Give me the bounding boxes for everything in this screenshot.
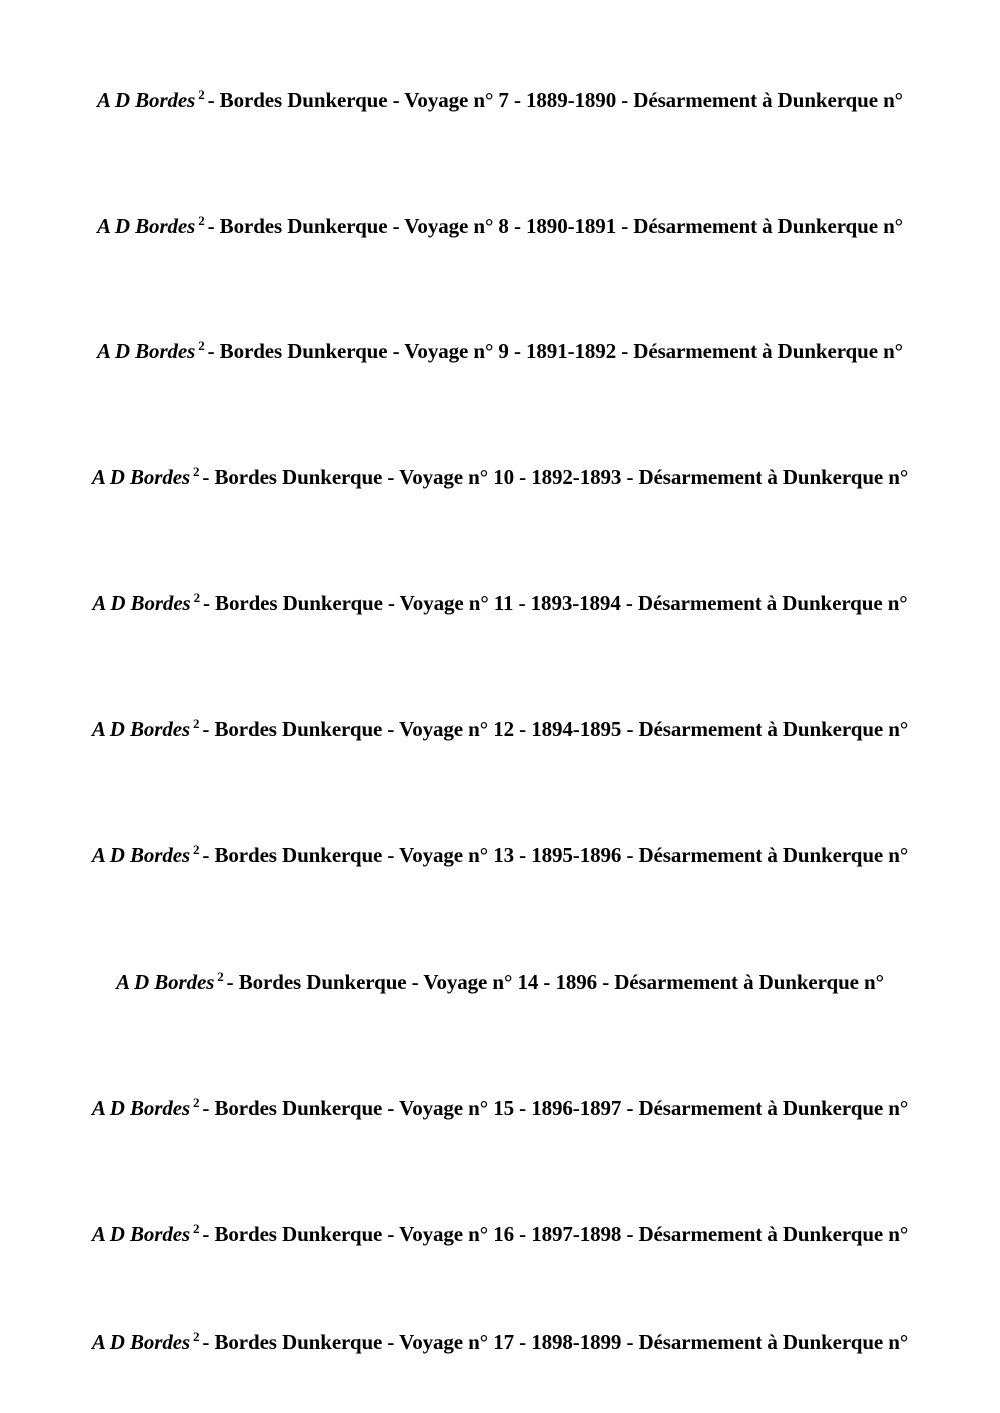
ship-name: A D Bordes xyxy=(91,1330,191,1354)
entry-text: - Bordes Dunkerque - Voyage n° 8 - 1890-1891 - Désarmement à Dunkerque n° xyxy=(207,214,903,238)
entry-text: - Bordes Dunkerque - Voyage n° 10 - 1892-1893 - Désarmement à Dunkerque n° xyxy=(202,465,909,489)
entry-line xyxy=(0,1221,1000,1250)
superscript: 2 xyxy=(198,87,205,102)
entry-line xyxy=(0,969,1000,998)
entry-line xyxy=(0,716,1000,745)
entry-text: - Bordes Dunkerque - Voyage n° 7 - 1889-1890 - Désarmement à Dunkerque n° xyxy=(207,88,903,112)
ship-name: A D Bordes xyxy=(91,1222,191,1246)
entry-line xyxy=(0,87,1000,116)
ship-name: A D Bordes xyxy=(97,214,196,238)
superscript: 2 xyxy=(198,213,205,228)
entry-text: - Bordes Dunkerque - Voyage n° 14 - 1896 - Désarmement à Dunkerque n° xyxy=(226,970,884,994)
superscript: 2 xyxy=(193,1221,200,1236)
ship-name: A D Bordes xyxy=(97,339,196,363)
superscript: 2 xyxy=(193,464,200,479)
entry-line xyxy=(0,338,1000,367)
superscript: 2 xyxy=(193,1095,200,1110)
superscript: 2 xyxy=(198,338,205,353)
superscript: 2 xyxy=(217,969,224,984)
superscript: 2 xyxy=(193,716,200,731)
entry-line xyxy=(0,1095,1000,1124)
entry-line xyxy=(0,590,1000,619)
entry-line xyxy=(0,464,1000,493)
ship-name: A D Bordes xyxy=(91,717,191,741)
entry-line xyxy=(0,213,1000,242)
entry-line xyxy=(0,842,1000,871)
ship-name: A D Bordes xyxy=(92,591,191,615)
entry-text: - Bordes Dunkerque - Voyage n° 17 - 1898-1899 - Désarmement à Dunkerque n° xyxy=(202,1330,909,1354)
entry-text: - Bordes Dunkerque - Voyage n° 11 - 1893-1894 - Désarmement à Dunkerque n° xyxy=(203,591,908,615)
superscript: 2 xyxy=(193,842,200,857)
entry-text: - Bordes Dunkerque - Voyage n° 15 - 1896-1897 - Désarmement à Dunkerque n° xyxy=(202,1096,909,1120)
superscript: 2 xyxy=(193,590,201,605)
ship-name: A D Bordes xyxy=(116,970,215,994)
ship-name: A D Bordes xyxy=(91,843,191,867)
entry-text: - Bordes Dunkerque - Voyage n° 9 - 1891-1892 - Désarmement à Dunkerque n° xyxy=(207,339,903,363)
entry-line xyxy=(0,1329,1000,1358)
ship-name: A D Bordes xyxy=(91,465,191,489)
entry-text: - Bordes Dunkerque - Voyage n° 12 - 1894-1895 - Désarmement à Dunkerque n° xyxy=(202,717,909,741)
ship-name: A D Bordes xyxy=(91,1096,191,1120)
entry-text: - Bordes Dunkerque - Voyage n° 16 - 1897-1898 - Désarmement à Dunkerque n° xyxy=(202,1222,909,1246)
ship-name: A D Bordes xyxy=(97,88,196,112)
superscript: 2 xyxy=(193,1329,200,1344)
entry-text: - Bordes Dunkerque - Voyage n° 13 - 1895-1896 - Désarmement à Dunkerque n° xyxy=(202,843,909,867)
